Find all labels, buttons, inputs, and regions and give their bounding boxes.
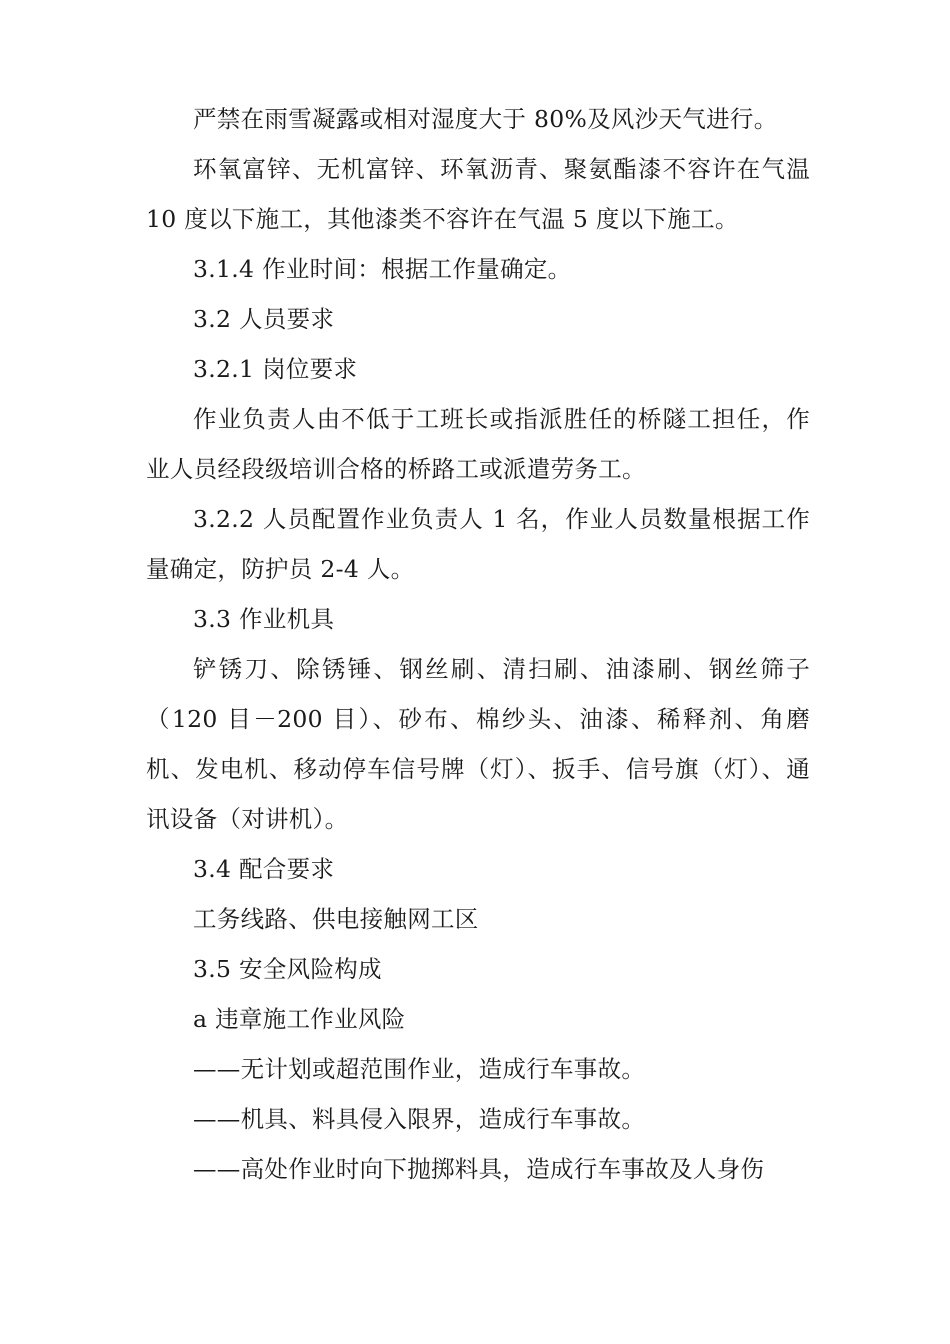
paragraph-work-time: 3.1.4 作业时间：根据工作量确定。 [193, 255, 572, 283]
heading-safety-risks: 3.5 安全风险构成 [193, 955, 382, 983]
heading-personnel-requirements: 3.2 人员要求 [193, 305, 335, 333]
paragraph-weather-restriction: 严禁在雨雪凝露或相对湿度大于 80%及风沙天气进行。 [193, 105, 778, 133]
heading-violation-risk: a 违章施工作业风险 [193, 1005, 406, 1033]
heading-coordination-requirements: 3.4 配合要求 [193, 855, 335, 883]
paragraph-temperature-restriction: 环氧富锌、无机富锌、环氧沥青、聚氨酯漆不容许在气温 10 度以下施工，其他漆类不容许在气温 5 度以下施工。 [146, 155, 810, 233]
paragraph-position-requirements: 作业负责人由不低于工班长或指派胜任的桥隧工担任，作业人员经段级培训合格的桥路工或派遣劳务工。 [146, 405, 810, 483]
paragraph-work-tools: 铲锈刀、除锈锤、钢丝刷、清扫刷、油漆刷、钢丝筛子（120 目－200 目）、砂布、棉纱头、油漆、稀释剂、角磨机、发电机、移动停车信号牌（灯）、扳手、信号旗（灯）、通讯设备（对讲机）。 [146, 655, 810, 833]
document-body [146, 94, 810, 1194]
paragraph-staffing: 3.2.2 人员配置作业负责人 1 名，作业人员数量根据工作量确定，防护员 2-4 人。 [146, 505, 810, 583]
list-item-risk-3: ——高处作业时向下抛掷料具，造成行车事故及人身伤 [193, 1155, 765, 1183]
paragraph-coordination: 工务线路、供电接触网工区 [193, 905, 479, 933]
heading-work-tools: 3.3 作业机具 [193, 605, 335, 633]
list-item-risk-1: ——无计划或超范围作业，造成行车事故。 [193, 1055, 646, 1083]
heading-position-requirements: 3.2.1 岗位要求 [193, 355, 358, 383]
list-item-risk-2: ——机具、料具侵入限界，造成行车事故。 [193, 1105, 646, 1133]
